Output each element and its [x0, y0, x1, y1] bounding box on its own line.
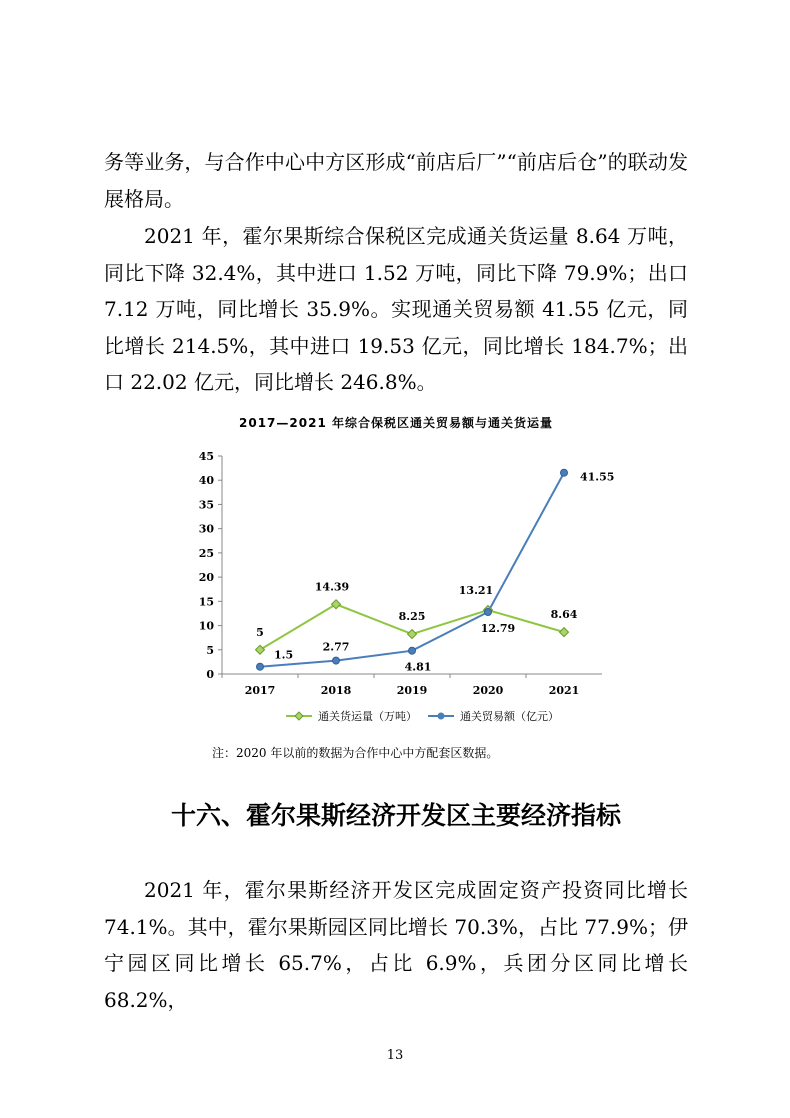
- data-point-diamond: [332, 600, 341, 609]
- x-tick-label: 2020: [472, 684, 504, 697]
- legend-label: 通关货运量（万吨）: [318, 710, 417, 723]
- data-point-circle: [409, 647, 416, 654]
- chart-axes: [218, 456, 602, 678]
- y-tick-labels: [199, 450, 215, 681]
- data-label: 4.81: [404, 660, 432, 674]
- data-point-circle: [333, 657, 340, 664]
- section-heading: 十六、霍尔果斯经济开发区主要经济指标: [170, 801, 621, 830]
- legend-diamond-icon: [295, 712, 303, 720]
- data-point-diamond: [256, 645, 265, 654]
- data-label: 5: [256, 625, 264, 639]
- paragraph-1: 务等业务，与合作中心中方区形成“前店后厂”“前店后仓”的联动发展格局。: [104, 150, 688, 211]
- page-number: 13: [386, 1048, 404, 1063]
- x-tick-labels: [245, 684, 580, 697]
- data-point-circle: [561, 469, 568, 476]
- data-label: 41.55: [580, 470, 615, 484]
- legend-circle-icon: [438, 713, 445, 720]
- line-chart: [190, 440, 615, 736]
- x-tick-label: 2017: [244, 684, 276, 697]
- x-tick-label: 2021: [548, 684, 580, 697]
- data-label: 8.64: [550, 608, 578, 622]
- y-tick-label: 30: [198, 522, 214, 536]
- y-tick-label: 20: [198, 571, 214, 585]
- paragraph-2: 2021 年，霍尔果斯综合保税区完成通关货运量 8.64 万吨，同比下降 32.4%，其中进口 1.52 万吨，同比下降 79.9%；出口 7.12 万吨，同比增长 35.9%。实现通关贸易额 41.55 亿元，同比增长 214.5%，其中进口 19.53 亿元，同比增长 184.7%；出口 22.02 亿元，同比增长 246.8%。: [104, 224, 688, 394]
- data-point-circle: [485, 609, 492, 616]
- y-tick-label: 10: [198, 619, 214, 633]
- x-tick-label: 2018: [320, 684, 352, 697]
- paragraph-3: 2021 年，霍尔果斯经济开发区完成固定资产投资同比增长 74.1%。其中，霍尔果斯园区同比增长 70.3%，占比 77.9%；伊宁园区同比增长 65.7%，占比 6.9%，兵团分区同比增长 68.2%，: [104, 878, 688, 1012]
- data-point-diamond: [560, 628, 569, 637]
- y-tick-label: 15: [198, 595, 214, 609]
- data-label: 1.5: [274, 648, 294, 662]
- chart-legend: [286, 709, 559, 723]
- data-label: 14.39: [314, 580, 350, 594]
- x-tick-label: 2019: [396, 684, 428, 697]
- y-tick-label: 0: [206, 668, 214, 681]
- chart-title: 2017—2021 年综合保税区通关贸易额与通关货运量: [239, 416, 553, 430]
- data-label: 2.77: [322, 640, 350, 654]
- y-tick-label: 40: [198, 474, 214, 488]
- data-labels: [256, 471, 614, 674]
- y-tick-label: 35: [198, 498, 214, 512]
- data-label: 8.25: [398, 610, 426, 624]
- chart-note: 注：2020 年以前的数据为合作中心中方配套区数据。: [212, 746, 499, 760]
- legend-label: 通关贸易额（亿元）: [460, 710, 559, 723]
- y-tick-label: 45: [198, 450, 214, 463]
- y-tick-label: 5: [206, 643, 214, 657]
- series-points: [256, 469, 569, 670]
- y-tick-label: 25: [198, 546, 214, 560]
- data-point-diamond: [408, 630, 417, 639]
- data-label: 12.79: [480, 622, 516, 636]
- data-point-circle: [257, 663, 264, 670]
- data-label: 13.21: [458, 584, 494, 598]
